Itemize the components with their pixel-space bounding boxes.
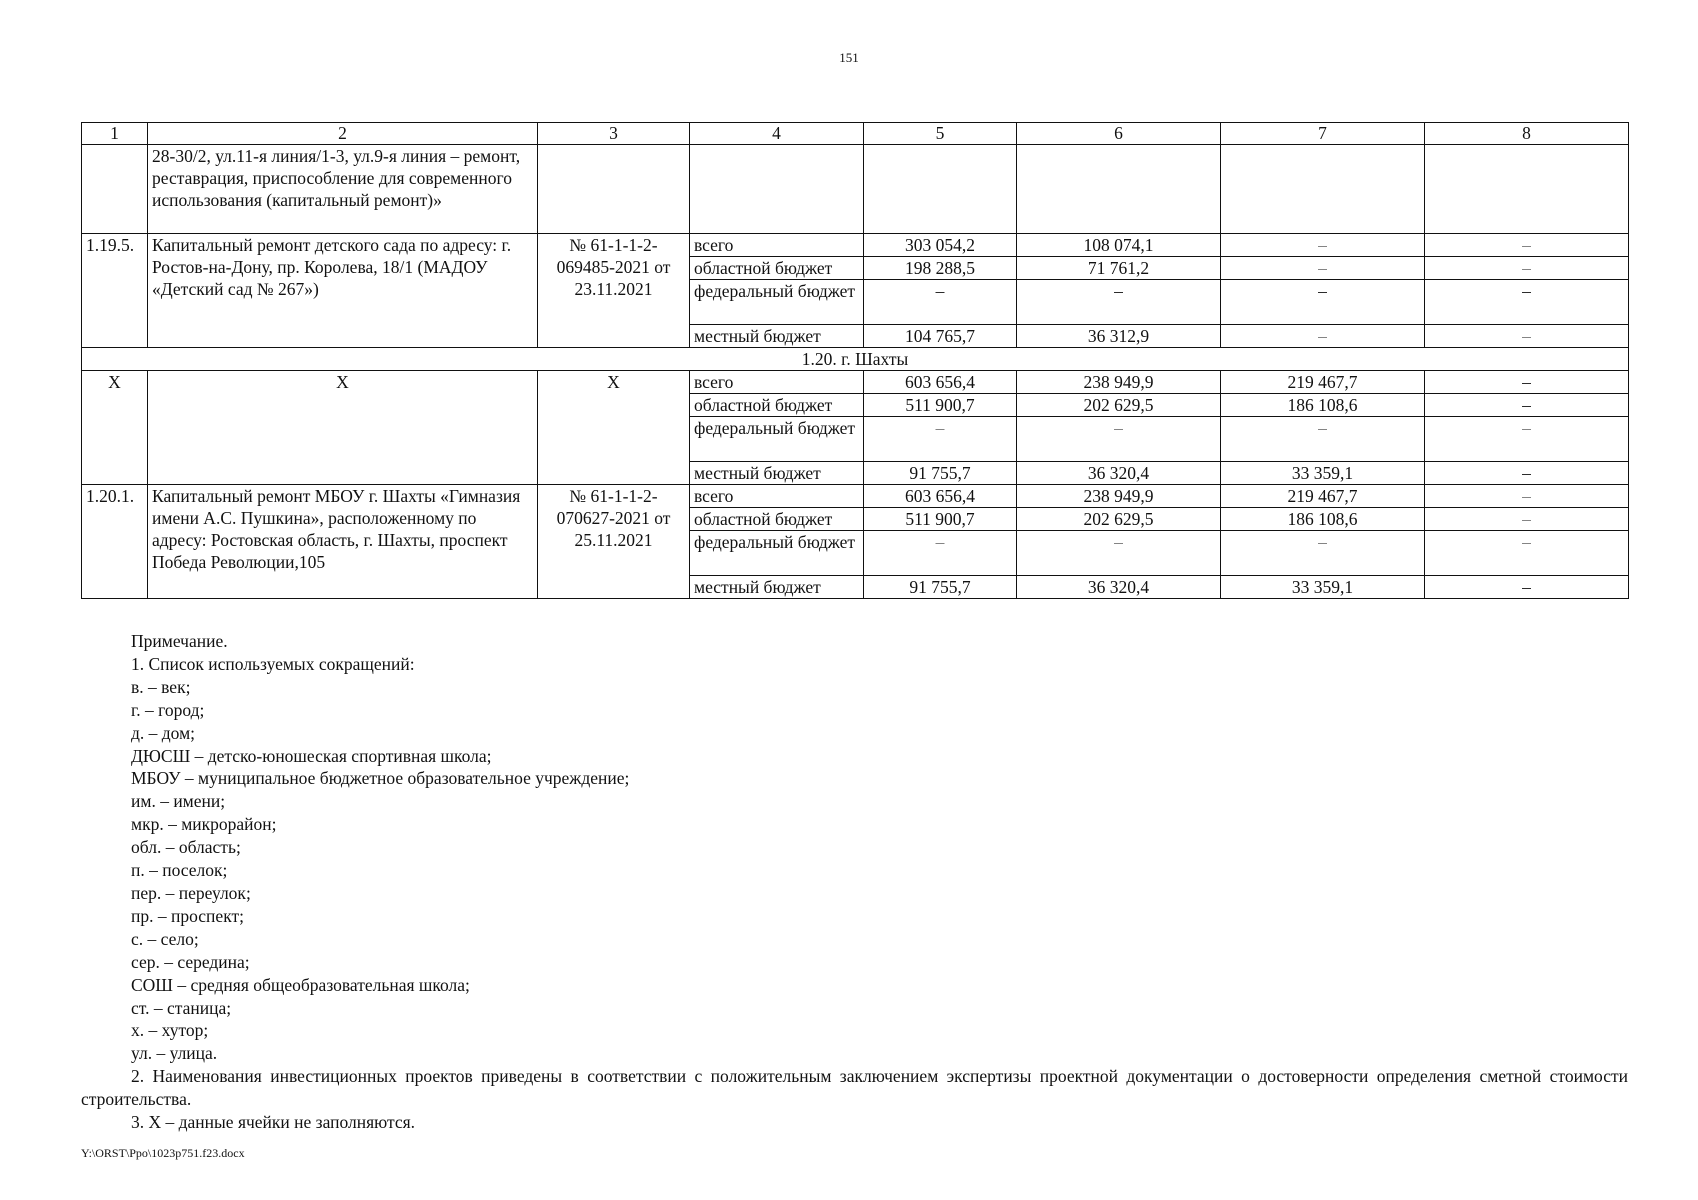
budget-table: [81, 122, 1629, 599]
value-cell: –: [1017, 531, 1221, 576]
page-number: 151: [839, 50, 859, 65]
row-number: 1.20.1.: [82, 485, 148, 599]
value-cell: –: [1425, 371, 1629, 394]
value-cell: 219 467,7: [1221, 371, 1425, 394]
project-name: Капитальный ремонт МБОУ г. Шахты «Гимназия имени А.С. Пушкина», расположенному по адресу: Ростовская область, г. Шахты, проспект Победа Революции,105: [148, 485, 538, 599]
value-cell: 104 765,7: [864, 325, 1017, 348]
value-cell: –: [1425, 462, 1629, 485]
value-cell: –: [1425, 531, 1629, 576]
value-cell: –: [1425, 257, 1629, 280]
value-cell: –: [1425, 280, 1629, 325]
abbreviation: д. – дом;: [131, 722, 196, 743]
col-header: 2: [148, 123, 538, 145]
value-cell: –: [1221, 531, 1425, 576]
value-cell: –: [1017, 417, 1221, 462]
col-header: 3: [538, 123, 690, 145]
value-cell: 511 900,7: [864, 508, 1017, 531]
col-header: 6: [1017, 123, 1221, 145]
section-title: 1.20. г. Шахты: [82, 348, 1629, 371]
value-cell: –: [1425, 576, 1629, 599]
value-cell: 71 761,2: [1017, 257, 1221, 280]
value-cell: –: [1221, 234, 1425, 257]
project-name: Капитальный ремонт детского сада по адресу: г. Ростов-на-Дону, пр. Королева, 18/1 (МАДОУ «Детский сад № 267»): [148, 234, 538, 348]
value-cell: –: [864, 280, 1017, 325]
value-cell: –: [1221, 417, 1425, 462]
value-cell: 36 320,4: [1017, 576, 1221, 599]
value-cell: –: [1017, 280, 1221, 325]
funding-source: федеральный бюджет: [690, 531, 864, 576]
abbreviation: в. – век;: [131, 676, 191, 697]
value-cell: 36 312,9: [1017, 325, 1221, 348]
section-row: [82, 348, 1629, 371]
abbreviation: г. – город;: [131, 699, 205, 720]
funding-source: всего: [690, 234, 864, 257]
notes-item-3: 3. X – данные ячейки не заполняются.: [131, 1112, 416, 1133]
value-cell: 186 108,6: [1221, 394, 1425, 417]
value-cell: –: [1425, 325, 1629, 348]
value-cell: 33 359,1: [1221, 576, 1425, 599]
abbreviation: п. – поселок;: [131, 860, 228, 881]
abbreviation: пер. – переулок;: [131, 882, 251, 903]
file-path-footer: Y:\ORST\Ppo\1023p751.f23.docx: [81, 1146, 245, 1160]
abbreviation: ул. – улица.: [131, 1043, 218, 1064]
col-header: 1: [82, 123, 148, 145]
abbreviation: пр. – проспект;: [131, 905, 244, 926]
value-cell: –: [1425, 417, 1629, 462]
funding-source: областной бюджет: [690, 508, 864, 531]
col-header: 5: [864, 123, 1017, 145]
value-cell: –: [864, 531, 1017, 576]
abbreviation: им. – имени;: [131, 791, 226, 812]
value-cell: 219 467,7: [1221, 485, 1425, 508]
project-name: X: [148, 371, 538, 485]
col-header: 4: [690, 123, 864, 145]
continuation-text: 28-30/2, ул.11-я линия/1-3, ул.9-я линия – ремонт, реставрация, приспособление для современного использования (капитальный ремонт)»: [148, 145, 538, 234]
value-cell: –: [1425, 234, 1629, 257]
value-cell: –: [864, 417, 1017, 462]
funding-source: местный бюджет: [690, 576, 864, 599]
funding-source: областной бюджет: [690, 257, 864, 280]
value-cell: 108 074,1: [1017, 234, 1221, 257]
value-cell: 303 054,2: [864, 234, 1017, 257]
funding-source: всего: [690, 485, 864, 508]
table-header-row: [82, 123, 1629, 145]
funding-source: федеральный бюджет: [690, 417, 864, 462]
notes-item-2: 2. Наименования инвестиционных проектов приведены в соответствии с положительным заключением экспертизы проектной документации о достоверности определения сметной стоимости строительства.: [81, 1066, 1628, 1110]
value-cell: –: [1425, 394, 1629, 417]
row-number: 1.19.5.: [82, 234, 148, 348]
value-cell: 36 320,4: [1017, 462, 1221, 485]
col-header: 7: [1221, 123, 1425, 145]
value-cell: 202 629,5: [1017, 508, 1221, 531]
abbreviation: МБОУ – муниципальное бюджетное образовательное учреждение;: [131, 768, 630, 789]
funding-source: федеральный бюджет: [690, 280, 864, 325]
value-cell: 603 656,4: [864, 371, 1017, 394]
value-cell: 198 288,5: [864, 257, 1017, 280]
funding-source: областной бюджет: [690, 394, 864, 417]
value-cell: 238 949,9: [1017, 485, 1221, 508]
table-row: [82, 485, 1629, 508]
value-cell: 91 755,7: [864, 462, 1017, 485]
value-cell: –: [1425, 485, 1629, 508]
abbreviation: х. – хутор;: [131, 1020, 209, 1041]
table-row-continuation: [82, 145, 1629, 234]
expertise-doc: № 61-1-1-2-069485-2021 от 23.11.2021: [538, 234, 690, 348]
abbreviation: ст. – станица;: [131, 997, 232, 1018]
notes-title: Примечание.: [131, 631, 228, 651]
abbreviation: СОШ – средняя общеобразовательная школа;: [131, 974, 470, 995]
value-cell: 91 755,7: [864, 576, 1017, 599]
expertise-doc: № 61-1-1-2-070627-2021 от 25.11.2021: [538, 485, 690, 599]
col-header: 8: [1425, 123, 1629, 145]
value-cell: –: [1221, 257, 1425, 280]
table-row: [82, 234, 1629, 257]
funding-source: местный бюджет: [690, 462, 864, 485]
value-cell: –: [1221, 280, 1425, 325]
funding-source: местный бюджет: [690, 325, 864, 348]
value-cell: –: [1425, 508, 1629, 531]
value-cell: 603 656,4: [864, 485, 1017, 508]
expertise-doc: X: [538, 371, 690, 485]
abbreviation: с. – село;: [131, 928, 199, 949]
funding-source: всего: [690, 371, 864, 394]
value-cell: 33 359,1: [1221, 462, 1425, 485]
value-cell: 511 900,7: [864, 394, 1017, 417]
notes-item-1: 1. Список используемых сокращений:: [131, 653, 415, 674]
abbreviation: сер. – середина;: [131, 951, 250, 972]
row-number: X: [82, 371, 148, 485]
abbreviation: ДЮСШ – детско-юношеская спортивная школа;: [131, 745, 492, 766]
value-cell: –: [1221, 325, 1425, 348]
value-cell: 238 949,9: [1017, 371, 1221, 394]
table-row: [82, 371, 1629, 394]
abbreviation: обл. – область;: [131, 837, 241, 858]
value-cell: 186 108,6: [1221, 508, 1425, 531]
abbreviation: мкр. – микрорайон;: [131, 814, 277, 835]
notes-section: [81, 630, 1628, 1134]
value-cell: 202 629,5: [1017, 394, 1221, 417]
